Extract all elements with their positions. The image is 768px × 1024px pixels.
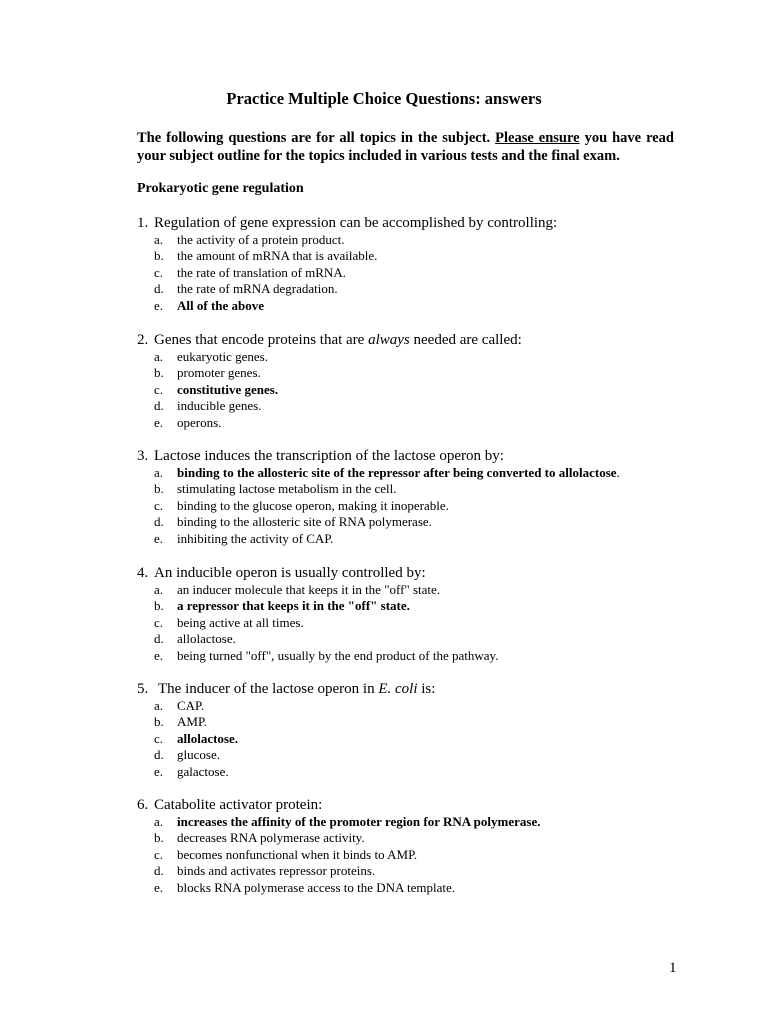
option-letter: c. [154,497,164,513]
option-text: AMP. [177,714,207,730]
option-letter: c. [154,846,164,862]
option-e [137,764,697,780]
option-letter: c. [154,264,164,280]
option-letter: d. [154,398,164,414]
option-e [137,648,697,664]
option-e [137,531,697,547]
option-text: becomes nonfunctional when it binds to AMP. [177,846,418,862]
intro-paragraph [137,129,674,165]
option-letter: d. [154,863,164,879]
option-letter: e. [154,414,164,430]
option-letter: e. [154,763,164,779]
option-text: operons. [177,414,222,430]
option-text: stimulating lactose metabolism in the cell. [177,481,397,497]
question-stem [137,564,697,582]
option-a [137,232,697,248]
section-heading: Prokaryotic gene regulation [137,181,304,196]
option-b [137,248,697,264]
option-e-answer [137,298,697,314]
question-number: 1. [137,215,149,231]
question-text [158,680,435,698]
question-5 [137,680,697,780]
question-6 [137,796,697,896]
question-1 [137,214,697,314]
option-letter: a. [154,698,164,713]
option-text-answer [177,465,620,481]
question-text-italic: always [368,332,410,348]
option-text-answer: increases the affinity of the promoter region for RNA polymerase. [177,814,541,829]
option-letter: b. [154,248,164,264]
question-stem [137,796,697,814]
option-text: binding to the allosteric site of RNA polymerase. [177,514,432,530]
option-c [137,615,697,631]
question-text-part: The inducer of the lactose operon in [158,681,379,697]
question-stem [137,214,697,232]
option-letter: a. [154,232,164,247]
option-text-answer: constitutive genes. [177,381,279,397]
option-text: inducible genes. [177,398,262,414]
question-number: 5. [137,681,149,697]
intro-underlined: Please ensure [495,130,580,146]
option-letter: c. [154,614,164,630]
option-d [137,398,697,414]
question-text: Catabolite activator protein: [154,797,323,813]
option-letter: e. [154,530,164,546]
option-text: promoter genes. [177,365,261,381]
option-text: being active at all times. [177,614,304,630]
option-letter: d. [154,514,164,530]
question-number: 6. [137,797,149,813]
option-letter: a. [154,349,164,364]
question-text: Regulation of gene expression can be accomplished by controlling: [154,215,558,231]
option-b [137,714,697,730]
option-text: binds and activates repressor proteins. [177,863,376,879]
question-text-part: Genes that encode proteins that are [154,332,369,348]
option-letter: a. [154,814,164,829]
option-text: binding to the glucose operon, making it inoperable. [177,497,449,513]
question-3 [137,447,697,547]
question-text-part: needed are called: [409,332,522,348]
question-stem [137,447,697,465]
option-letter: d. [154,747,164,763]
option-text: an inducer molecule that keeps it in the "off" state. [177,582,441,597]
option-c [137,847,697,863]
option-e [137,880,697,896]
option-b [137,481,697,497]
page-title: Practice Multiple Choice Questions: answers [226,89,542,108]
option-letter: e. [154,297,164,313]
option-e [137,415,697,431]
question-number: 3. [137,448,149,464]
option-text: eukaryotic genes. [177,349,268,364]
option-a [137,582,697,598]
option-letter: b. [154,714,164,730]
question-2 [137,331,697,431]
option-text-answer: a repressor that keeps it in the "off" state. [177,598,410,614]
option-d [137,863,697,879]
question-stem [137,331,697,349]
question-text: Lactose induces the transcription of the lactose operon by: [154,448,504,464]
option-text-bold: binding to the allosteric site of the repressor after being converted to allolactose [177,465,617,480]
option-letter: b. [154,830,164,846]
intro-text-2: you have read your subject outline for the topics included in various tests and the final exam. [137,130,674,164]
option-c [137,265,697,281]
option-b [137,365,697,381]
option-letter: b. [154,481,164,497]
option-letter: d. [154,281,164,297]
option-letter: c. [154,381,164,397]
question-text-part: is: [417,681,436,697]
intro-text-1: The following questions are for all topics in the subject. [137,130,496,146]
option-letter: e. [154,879,164,895]
option-a-answer [137,465,697,481]
option-a [137,349,697,365]
question-number: 2. [137,332,149,348]
option-text: the rate of translation of mRNA. [177,264,346,280]
question-number: 4. [137,565,149,581]
option-text: inhibiting the activity of CAP. [177,530,334,546]
option-letter: b. [154,365,164,381]
option-text: the amount of mRNA that is available. [177,248,378,264]
option-letter: c. [154,730,164,746]
question-stem [137,680,697,698]
option-c [137,498,697,514]
option-letter: a. [154,465,164,480]
question-text [154,331,522,349]
option-d [137,747,697,763]
option-d [137,631,697,647]
option-a [137,698,697,714]
option-text: the rate of mRNA degradation. [177,281,338,297]
option-text: being turned "off", usually by the end product of the pathway. [177,647,499,663]
question-text: An inducible operon is usually controlled by: [154,565,426,581]
option-text-period: . [616,465,620,480]
option-text: CAP. [177,698,205,713]
option-b-answer [137,598,697,614]
option-text: allolactose. [177,631,236,647]
option-letter: e. [154,647,164,663]
option-d [137,281,697,297]
page-number: 1 [669,960,677,976]
question-4 [137,564,697,664]
option-b [137,830,697,846]
option-text: glucose. [177,747,220,763]
option-letter: d. [154,631,164,647]
option-text-answer: allolactose. [177,730,239,746]
option-c-answer [137,382,697,398]
option-letter: b. [154,598,164,614]
option-c-answer [137,731,697,747]
question-text-italic: E. coli [378,681,418,697]
option-text: the activity of a protein product. [177,232,345,247]
option-letter: a. [154,582,164,597]
option-text-answer: All of the above [177,297,265,313]
option-d [137,514,697,530]
option-text: decreases RNA polymerase activity. [177,830,365,846]
option-text: blocks RNA polymerase access to the DNA template. [177,879,455,895]
option-text: galactose. [177,763,229,779]
option-a-answer [137,814,697,830]
